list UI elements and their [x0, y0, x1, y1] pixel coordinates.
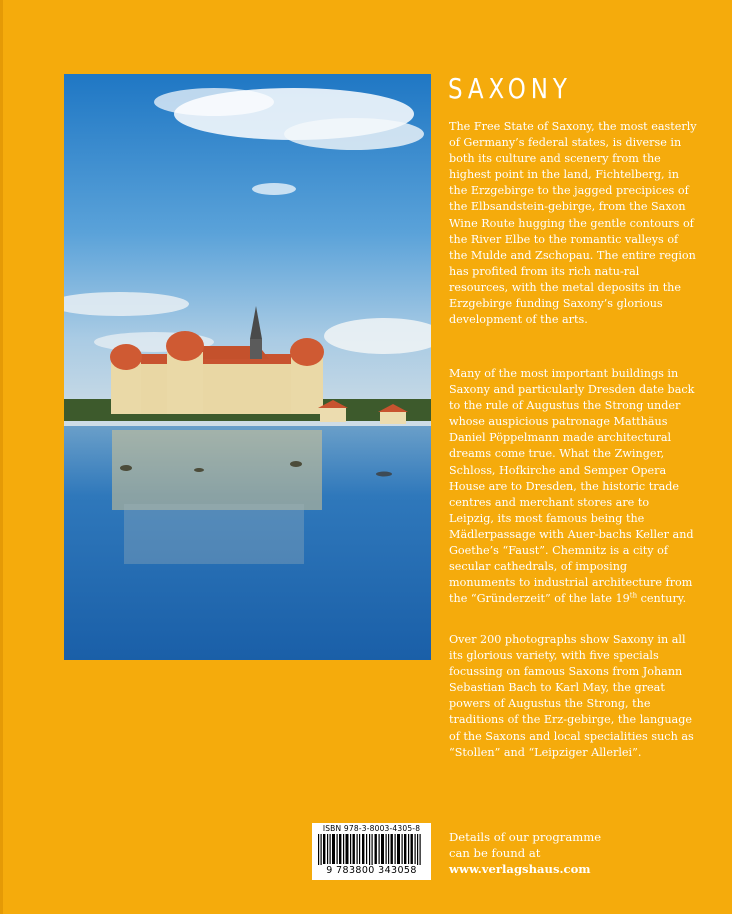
description-paragraph-2	[449, 366, 697, 607]
ean-number: 9 783800 343058	[312, 865, 431, 876]
details-line-1: Details of our programme	[449, 830, 602, 844]
paragraph-2-end: century.	[637, 592, 687, 606]
barcode-bars	[316, 834, 427, 868]
description-paragraph-1: The Free State of Saxony, the most easterly of Germany’s federal states, is diverse in both its culture and scenery from the highest point in the land, Fichtelberg, in the Erzgebirge to the jagged precipices of the Elbsandstein-gebirge, from the Saxon Wine Route hugging the gentle contours of the River Elbe to the romantic valleys of the Mulde and Zschopau. The entire region has profited from its rich natu-ral resources, with the metal deposits in the Erzgebirge funding Saxony’s glorious development of the arts.	[449, 120, 697, 327]
details-line-2: can be found at	[449, 846, 541, 860]
publisher-url[interactable]: www.verlagshaus.com	[449, 862, 591, 876]
castle-photo	[64, 74, 431, 660]
book-title: SAXONY	[448, 72, 572, 105]
isbn-barcode	[312, 823, 431, 880]
paragraph-2-text: Many of the most important buildings in Saxony and particularly Dresden date back to the rule of Augustus the Strong under whose auspicious patronage Matthäus Daniel Pöppelmann made architectural dreams come true. What the Zwinger, Schloss, Hofkirche and Semper Opera House are to Dresden, the historic trade centres and merchant stores are to Leipzig, its most famous being the Mädlerpassage with Auer-bachs Keller and Goethe’s “Faust”. Chemnitz is a city of secular cathedrals, of imposing monuments to industrial architecture from the “Gründerzeit” of the late 19	[449, 367, 695, 606]
spine-edge	[0, 0, 3, 914]
isbn-label: ISBN 978-3-8003-4305-8	[322, 824, 421, 833]
description-paragraph-3: Over 200 photographs show Saxony in all its glorious variety, with five specials focussing on famous Saxons from Johann Sebastian Bach to Karl May, the great powers of Augustus the Strong, the traditions of the Erz-gebirge, the language of the Saxons and local specialities such as “Stollen” and “Leipziger Allerlei”.	[449, 633, 694, 759]
publisher-details	[449, 829, 709, 877]
superscript-th: th	[629, 591, 638, 600]
